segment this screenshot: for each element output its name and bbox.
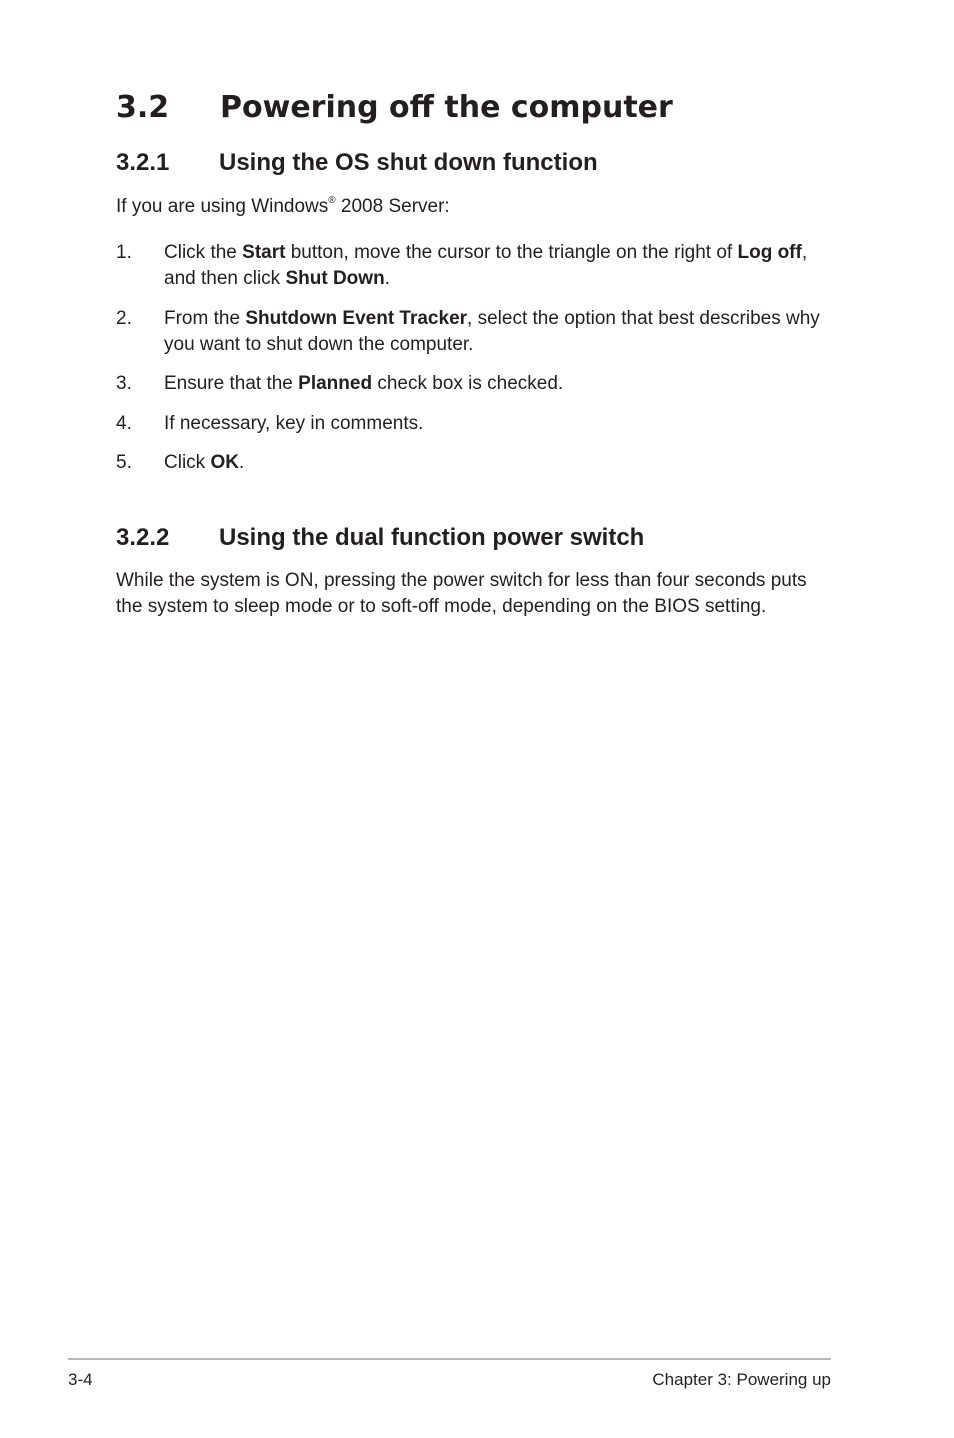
step-number: 2. — [116, 308, 132, 329]
step-text: Click the Start button, move the cursor to the triangle on the right of Log off, and then click Shut Down. — [164, 242, 808, 289]
section-title: Powering off the computer — [220, 90, 673, 125]
step-number: 3. — [116, 373, 132, 394]
subsection-title-2: Using the dual function power switch — [219, 524, 645, 551]
section-heading — [116, 86, 673, 130]
step-2 — [116, 306, 836, 358]
step-1 — [116, 240, 836, 292]
subsection-title-1: Using the OS shut down function — [219, 149, 598, 176]
intro-paragraph — [116, 194, 836, 220]
subsection-number-1: 3.2.1 — [116, 149, 170, 176]
footer-divider — [68, 1358, 831, 1360]
chapter-label: Chapter 3: Powering up — [652, 1370, 831, 1389]
subsection-heading-2 — [116, 522, 644, 554]
step-number: 1. — [116, 242, 132, 263]
step-number: 4. — [116, 413, 132, 434]
power-switch-paragraph: While the system is ON, pressing the power switch for less than four seconds puts the system to sleep mode or to soft-off mode, depending on the BIOS setting. — [116, 570, 807, 617]
step-3 — [116, 371, 836, 397]
step-text: Click OK. — [164, 452, 245, 473]
subsection-heading-1 — [116, 147, 598, 179]
step-number: 5. — [116, 452, 132, 473]
step-text: Ensure that the Planned check box is checked. — [164, 373, 564, 394]
subsection-number-2: 3.2.2 — [116, 524, 170, 551]
page-number: 3-4 — [68, 1370, 93, 1389]
step-text: If necessary, key in comments. — [164, 413, 424, 434]
step-text: From the Shutdown Event Tracker, select the option that best describes why you want to shut down the computer. — [164, 308, 820, 355]
registered-mark: ® — [328, 194, 336, 206]
step-4 — [116, 411, 836, 437]
step-5 — [116, 450, 836, 476]
intro-text: If you are using Windows — [116, 196, 329, 217]
section-number: 3.2 — [116, 90, 170, 125]
intro-text-end: 2008 Server: — [335, 196, 450, 217]
